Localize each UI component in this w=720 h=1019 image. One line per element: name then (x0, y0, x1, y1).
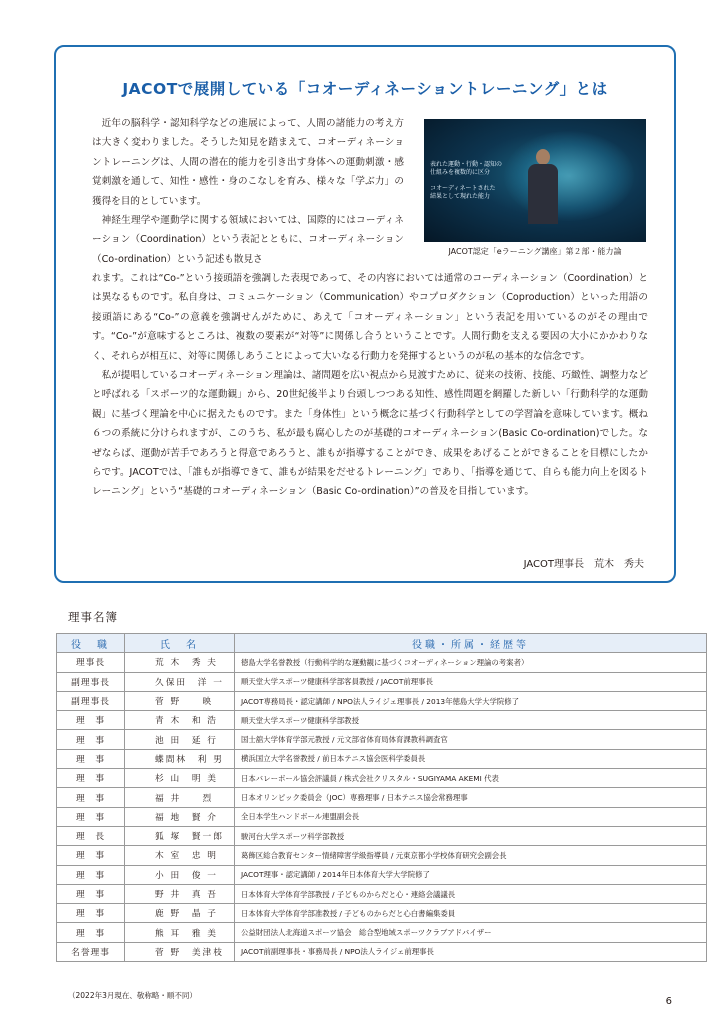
board-note: （2022年3月現在、敬称略・順不同） (68, 991, 197, 1000)
intro-box (54, 45, 676, 583)
member-role: 副理事長 (57, 672, 125, 691)
table-row (57, 749, 707, 768)
member-name: 福 井 烈 (125, 788, 235, 807)
member-role: 理 事 (57, 730, 125, 749)
member-description: 日本オリンピック委員会（JOC）専務理事 / 日本テニス協会常務理事 (235, 788, 707, 807)
member-role: 名誉理事 (57, 942, 125, 961)
member-role: 理事長 (57, 653, 125, 672)
member-description: 日本体育大学体育学部教授 / 子どものからだと心・連絡会議議長 (235, 884, 707, 903)
header-description: 役職・所属・経歴等 (235, 634, 707, 653)
intro-paragraph-2-top: 神経生理学や運動学に関する領域においては、国際的にはコーディネーション（Coordination）という表記とともに、コオーディネーション（Co-ordination）という記述も散見さ (92, 215, 404, 265)
photo-caption: JACOT認定「eラーニング講座」第２部・能力論 (448, 247, 622, 256)
table-row (57, 865, 707, 884)
header-role: 役 職 (57, 634, 125, 653)
member-role: 理 長 (57, 826, 125, 845)
member-name: 野 井 真 吾 (125, 884, 235, 903)
table-row (57, 691, 707, 710)
member-role: 理 事 (57, 865, 125, 884)
member-role: 理 事 (57, 846, 125, 865)
member-description: 日本体育大学体育学部准教授 / 子どものからだと心白書編集委員 (235, 904, 707, 923)
photo-text-1: 表れた運動・行動・認知の 仕組みを複数的に区分 (430, 161, 503, 176)
member-name: 小 田 俊 一 (125, 865, 235, 884)
board-body (57, 653, 707, 962)
table-row (57, 923, 707, 942)
board-title: 理事名簿 (68, 610, 118, 624)
board-table (56, 633, 707, 962)
lecturer-body (528, 164, 558, 224)
member-description: JACOT理事・認定講師 / 2014年日本体育大学大学院修了 (235, 865, 707, 884)
member-role: 理 事 (57, 769, 125, 788)
member-role: 理 事 (57, 807, 125, 826)
table-row (57, 672, 707, 691)
member-role: 理 事 (57, 904, 125, 923)
member-name: 荒 木 秀 夫 (125, 653, 235, 672)
intro-paragraph-2-rest: れます。これは“Co-”という接頭語を強調した表現であって、その内容においては通常のコーディネーション（Coordination）とは異なるものです。私自身は、コミュニケーション（Communication）やコプロダクション（Coproduction）といった用語の接頭語にある“Co-”の意義を強調せんがために、あえて「コオーディネーション」という表記を用いているのがその理由です。“Co-”が意味するところは、複数の要素が“対等”に関係し合うということです。人間行動を支える要因の大小にかかわりなく、それらが相互に、対等に関係しあうことによって大いなる行動力を発揮するというのが私の基本的な信念です。 (92, 273, 648, 362)
member-name: 福 地 賢 介 (125, 807, 235, 826)
member-role: 理 事 (57, 788, 125, 807)
table-row (57, 884, 707, 903)
intro-paragraph-1: 近年の脳科学・認知科学などの進展によって、人間の諸能力の考え方は大きく変わりました。そうした知見を踏まえて、コオーディネーショントレーニングは、人間の潜在的能力を引き出す身体への運動刺激・感覚刺激を通して、知性・感性・身のこなしを育み、様々な「学ぶ力」の獲得を目的としています。 (92, 118, 404, 207)
lecture-photo (424, 119, 646, 242)
signature: JACOT理事長 荒木 秀夫 (523, 559, 644, 570)
member-description: JACOT前副理事長・事務局長 / NPO法人ライジェ前理事長 (235, 942, 707, 961)
member-name: 菅 野 映 (125, 691, 235, 710)
table-row (57, 904, 707, 923)
table-row (57, 788, 707, 807)
member-description: 駿河台大学スポーツ科学部教授 (235, 826, 707, 845)
intro-paragraph-full (92, 269, 648, 502)
intro-title: JACOTで展開している「コオーディネーショントレーニング」とは (122, 80, 608, 98)
header-name: 氏 名 (125, 634, 235, 653)
table-row (57, 846, 707, 865)
member-description: 葛飾区総合教育センター情緒障害学級指導員 / 元東京都小学校体育研究会副会長 (235, 846, 707, 865)
intro-paragraph-3: 私が提唱しているコオーディネーション理論は、諸問題を広い視点から見渡すために、従来の技術、技能、巧緻性、調整力などと呼ばれる「スポーツ的な運動観」から、20世紀後半より台頭しつつある知性、感性問題を網羅した新しい「行動科学的な運動観」に基づく理論を中心に据えたものです。また「身体性」という概念に基づく行動科学としての学習論を意味しています。概ね６つの系統に分けられますが、このうち、私が最も腐心したのが基礎的コオーディネーション(Basic Co-ordination)でした。なぜならば、運動が苦手であろうと得意であろうと、誰もが指導することができ、成果をあげることができることを目標にしたからです。JACOTでは、「誰もが指導できて、誰もが結果をだせるトレーニング」であり、「指導を通じて、自らも能力向上を図るトレーニング」という“基礎的コオーディネーション（Basic Co-ordination）”の普及を目指しています。 (92, 370, 648, 498)
member-role: 理 事 (57, 711, 125, 730)
member-role: 副理事長 (57, 691, 125, 710)
member-description: 公益財団法人北海道スポーツ協会 総合型地域スポーツクラブアドバイザー (235, 923, 707, 942)
member-description: 全日本学生ハンドボール連盟副会長 (235, 807, 707, 826)
table-row (57, 653, 707, 672)
member-description: 徳島大学名誉教授（行動科学的な運動観に基づくコオーディネーション理論の考案者） (235, 653, 707, 672)
member-description: JACOT専務局長・認定講師 / NPO法人ライジェ理事長 / 2013年徳島大学大学院修了 (235, 691, 707, 710)
page-number: 6 (665, 996, 672, 1007)
table-row (57, 826, 707, 845)
member-role: 理 事 (57, 884, 125, 903)
table-row (57, 711, 707, 730)
member-description: 順天堂大学スポーツ健康科学部教授 (235, 711, 707, 730)
member-description: 順天堂大学スポーツ健康科学部客員教授 / JACOT前理事長 (235, 672, 707, 691)
member-role: 理 事 (57, 749, 125, 768)
member-name: 蝶間林 利 男 (125, 749, 235, 768)
member-description: 日本バレーボール協会評議員 / 株式会社クリスタル・SUGIYAMA AKEMI 代表 (235, 769, 707, 788)
member-name: 鹿 野 晶 子 (125, 904, 235, 923)
photo-text-2: コオーディネートされた 結果として現れた能力 (430, 185, 496, 200)
member-name: 菅 野 美津枝 (125, 942, 235, 961)
brain-graphic (504, 131, 634, 221)
member-name: 池 田 延 行 (125, 730, 235, 749)
board-header-row (57, 634, 707, 653)
table-row (57, 807, 707, 826)
table-row (57, 769, 707, 788)
member-name: 狐 塚 賢一郎 (125, 826, 235, 845)
member-role: 理 事 (57, 923, 125, 942)
member-name: 熊 耳 雅 美 (125, 923, 235, 942)
table-row (57, 942, 707, 961)
member-description: 横浜国立大学名誉教授 / 前日本テニス協会医科学委員長 (235, 749, 707, 768)
member-name: 青 木 和 浩 (125, 711, 235, 730)
lecturer-head (536, 149, 550, 165)
member-name: 杉 山 明 美 (125, 769, 235, 788)
member-name: 木 室 忠 明 (125, 846, 235, 865)
table-row (57, 730, 707, 749)
member-description: 国士舘大学体育学部元教授 / 元文部省体育局体育課教科調査官 (235, 730, 707, 749)
member-name: 久保田 洋 一 (125, 672, 235, 691)
